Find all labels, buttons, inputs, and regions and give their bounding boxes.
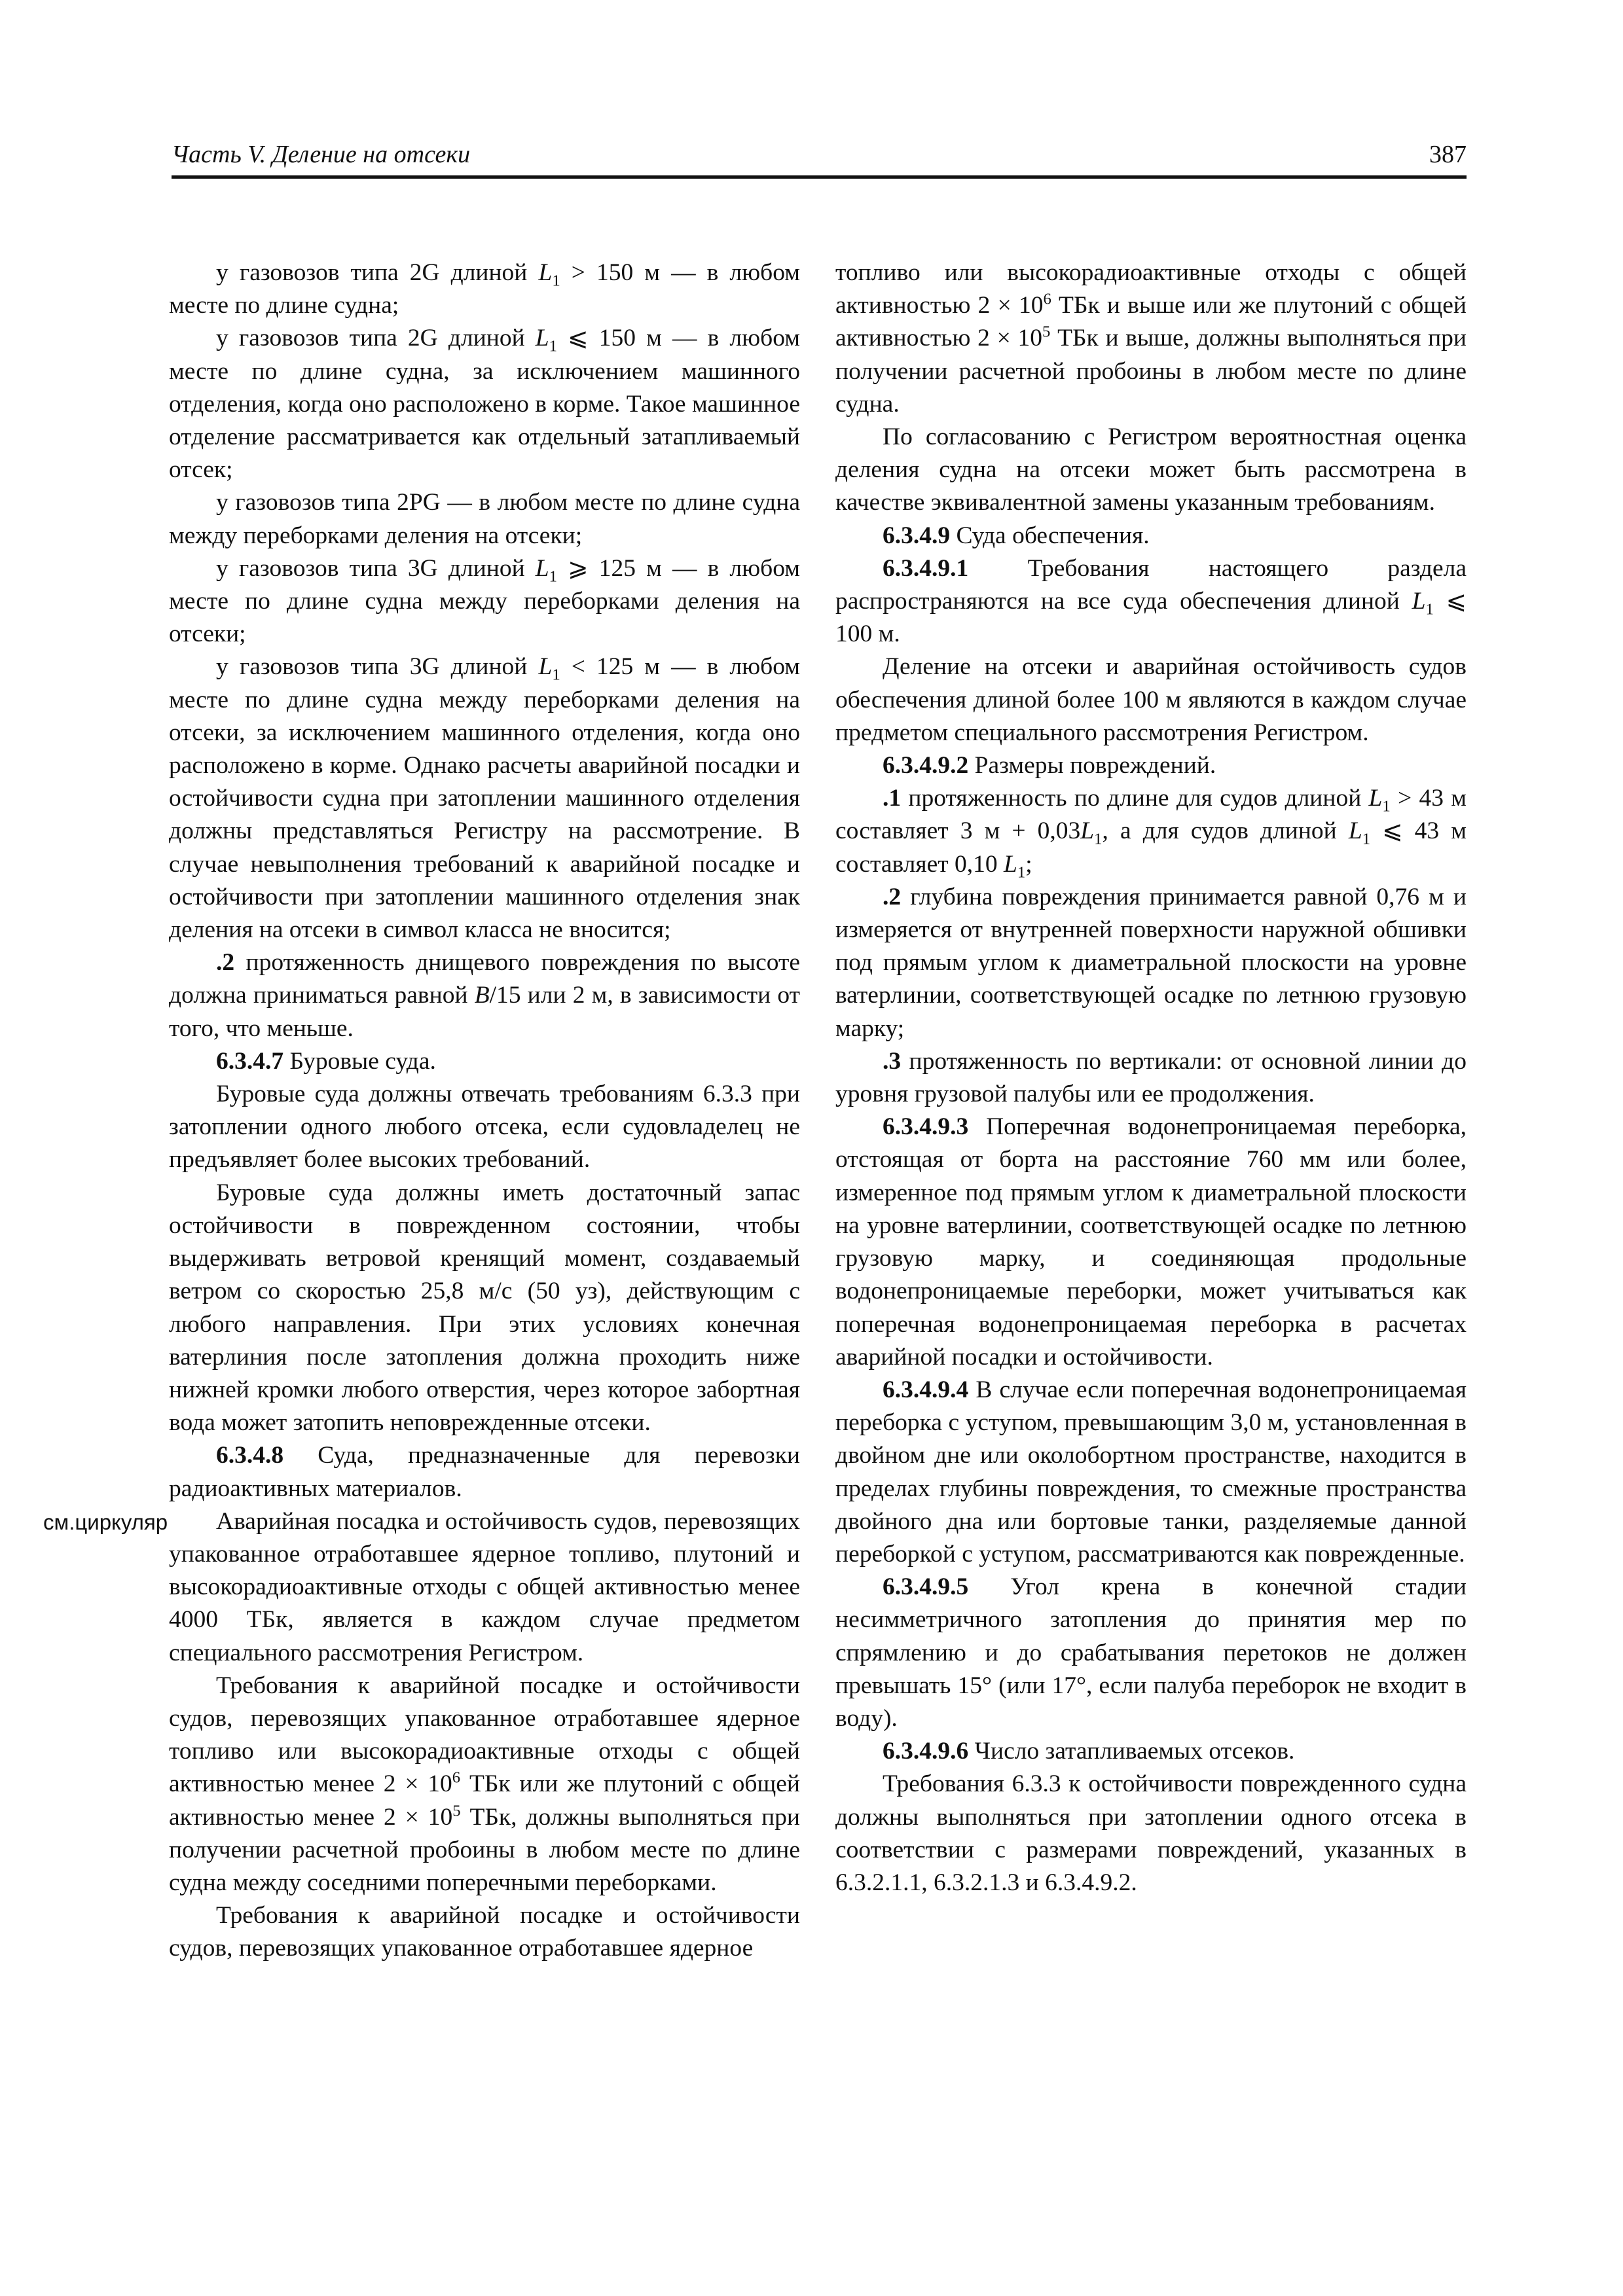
paragraph: По согласованию с Регистром вероятностная оценка деления судна на отсеки может быть рассмотрена в качестве эквивалентной замены указанным требованиям. [835,423,1467,516]
paragraph: у газовозов типа 3G длиной $L_1 < 125$ м — в любом месте по длине судна между переборками деления на отсеки, за исключением машинного отделения, когда оно расположено в корме. Однако расчеты аварийной посадки и остойчивости судна при затоплении машинного отделения должны представляться Регистру на рассмотрение. В случае невыполнения требований к аварийной посадке и остойчивости при затоплении машинного отделения знак деления на отсеки в символ класса не вносится; [169,653,800,944]
section-number: 6.3.4.8 [216,1442,284,1469]
paragraph: 6.3.4.9.4 В случае если поперечная водонепроницаемая переборка с уступом, превышающим 3,0 м, установленная в двойном дне или околобортном пространстве, находится в пределах глубины повреждения, то смежные пространства двойного дна или бортовые танки, разделяемые данной переборкой с уступом, рассматриваются как поврежденные. [835,1376,1467,1568]
section-heading: 6.3.4.9.2 Размеры повреждений. [883,752,1216,780]
header-rule [172,175,1467,179]
paragraph: у газовозов типа 2PG — в любом месте по длине судна между переборками деления на отсеки; [169,489,800,549]
section-number: 6.3.4.9.4 [883,1376,969,1403]
section-heading: 6.3.4.7 Буровые суда. [216,1047,436,1075]
paragraph: Аварийная посадка и остойчивость судов, перевозящих упакованное отработавшее ядерное топливо, плутоний и высокорадиоактивные отходы с общей активностью менее 4000 ТБк, является в каждом случае предметом специального рассмотрения Регистром. [169,1507,800,1666]
margin-note[interactable]: см.циркуляр [43,1510,168,1534]
paragraph: у газовозов типа 2G длиной $L_1$ ⩽ 150 м — в любом месте по длине судна, за исключением машинного отделения, когда оно расположено в корме. Такое машинное отделение рассматривается как отдельный затапливаемый отсек; [169,325,800,484]
paragraph: 6.3.4.9.3 Поперечная водонепроницаемая переборка, отстоящая от борта на расстояние 760 мм или более, измеренное под прямым углом к диаметральной плоскости на уровне ватерлинии, соответствующей осадке по летнюю грузовую марку, и соединяющая продольные водонепроницаемые переборки, может учитываться как поперечная водонепроницаемая переборка в расчетах аварийной посадки и остойчивости. [835,1113,1467,1371]
section-heading: 6.3.4.9.6 Число затапливаемых отсеков. [883,1738,1295,1765]
paragraph: Требования 6.3.3 к остойчивости поврежденного судна должны выполняться при затоплении одного отсека в соответствии с размерами повреждений, указанных в 6.3.2.1.1, 6.3.2.1.3 и 6.3.4.9.2. [835,1770,1467,1896]
right-column [835,257,1467,1899]
section-number: 6.3.4.9 [883,522,951,549]
item-number: .2 [216,949,235,977]
item-number: .3 [883,1047,902,1075]
item-number: .1 [883,785,902,812]
section-number: 6.3.4.9.2 [883,752,969,780]
paragraph: Буровые суда должны отвечать требованиям 6.3.3 при затоплении одного любого отсека, если судовладелец не предъявляет более высоких требований. [169,1081,800,1174]
item-number: .2 [883,883,902,910]
paragraph: топливо или высокорадиоактивные отходы с общей активностью $2 \times 10^6$ ТБк и выше или же плутоний с общей активностью $2 \times 10^5$ ТБк и выше, должны выполняться при получении расчетной пробоины в любом месте по длине судна. [835,259,1467,418]
paragraph: .2 протяженность днищевого повреждения по высоте должна приниматься равной B/15 или 2 м, в зависимости от того, что меньше. [169,949,800,1042]
paragraph: 6.3.4.9.1 Требования настоящего раздела распространяются на все суда обеспечения длиной $L_1$ ⩽ 100 м. [835,554,1467,648]
paragraph: .1 протяженность по длине для судов длиной $L_1 > 43$ м составляет 3 $м + 0,03L_1$, а для судов длиной $L_1$ ⩽ 43 м составляет 0,10 $L_1$; [835,785,1467,882]
paragraph: у газовозов типа 2G длиной $L_1 > 150$ м — в любом месте по длине судна; [169,259,800,319]
section-heading: 6.3.4.8 Суда, предназначенные для перевозки радиоактивных материалов. [169,1442,800,1502]
paragraph: у газовозов типа 3G длиной $L_1$ ⩾ 125 м — в любом месте по длине судна между переборками деления на отсеки; [169,554,800,648]
paragraph: Требования к аварийной посадке и остойчивости судов, перевозящих упакованное отработавшее ядерное [169,1902,800,1962]
paragraph: Буровые суда должны иметь достаточный запас остойчивости в поврежденном состоянии, чтобы выдерживать ветровой кренящий момент, создаваемый ветром со скоростью 25,8 м/с (50 уз), действующим с любого направления. При этих условиях конечная ватерлиния после затопления должна проходить ниже нижней кромки любого отверстия, через которое забортная вода может затопить неповрежденные отсеки. [169,1179,800,1437]
paragraph: Требования к аварийной посадке и остойчивости судов, перевозящих упакованное отработавшее ядерное топливо или высокорадиоактивные отходы с общей активностью менее $2 \times 10^6$ ТБк или же плутоний с общей активностью менее $2 \times 10^5$ ТБк, должны выполняться при получении расчетной пробоины в любом месте по длине судна между соседними поперечными переборками. [169,1672,800,1896]
section-number: 6.3.4.9.3 [883,1113,969,1141]
running-title: Часть V. Деление на отсеки [172,141,471,168]
page-number: 387 [1429,141,1467,168]
paragraph: .2 глубина повреждения принимается равной 0,76 м и измеряется от внутренней поверхности наружной обшивки под прямым углом к диаметральной плоскости на уровне ватерлинии, соответствующей осадке по летнюю грузовую марку; [835,883,1467,1042]
section-number: 6.3.4.9.6 [883,1738,969,1765]
section-number: 6.3.4.9.1 [883,554,969,582]
paragraph: 6.3.4.9.5 Угол крена в конечной стадии несимметричного затопления до принятия мер по спрямлению и до срабатывания перетоков не должен превышать 15° (или 17°, если палуба переборок не входит в воду). [835,1573,1467,1732]
section-number: 6.3.4.7 [216,1047,284,1075]
section-heading: 6.3.4.9 Суда обеспечения. [883,522,1150,549]
paragraph: Деление на отсеки и аварийная остойчивость судов обеспечения длиной более 100 м являются в каждом случае предметом специального рассмотрения Регистром. [835,653,1467,746]
section-number: 6.3.4.9.5 [883,1573,969,1601]
paragraph: .3 протяженность по вертикали: от основной линии до уровня грузовой палубы или ее продолжения. [835,1047,1467,1108]
left-column [169,257,800,1965]
